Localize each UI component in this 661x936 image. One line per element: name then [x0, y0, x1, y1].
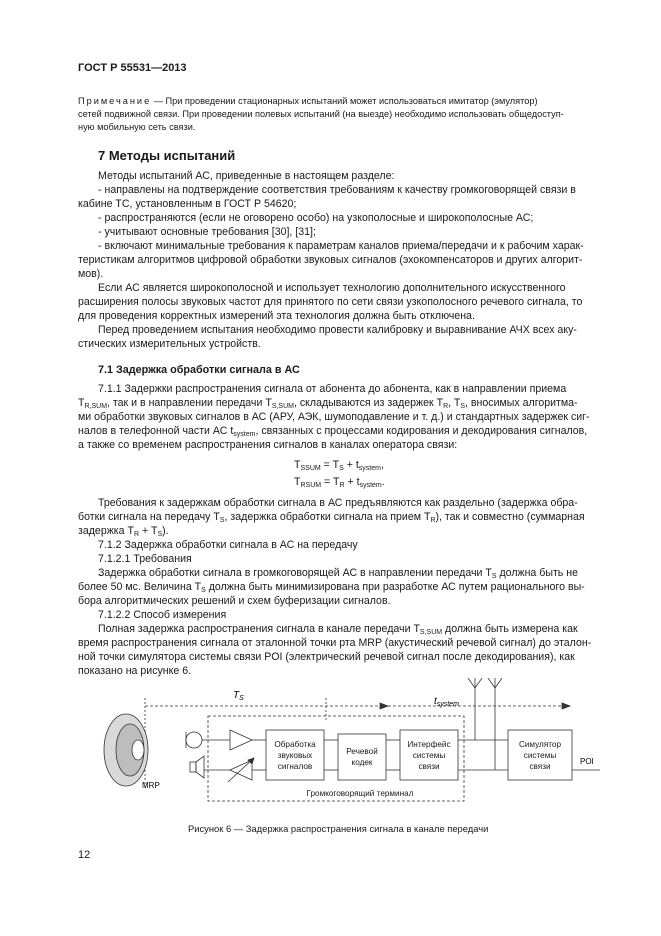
block-processing-line: звуковых	[277, 751, 313, 760]
page-number: 12	[78, 849, 91, 861]
block-processing-line: Обработка	[274, 740, 316, 749]
paragraph: - учитывают основные требования [30], [31];	[98, 226, 316, 238]
paragraph: - распространяются (если не оговорено особо) на узкополосные и широкополосные АС;	[98, 212, 534, 224]
note	[78, 95, 614, 134]
formula-rsum: $T_{RSUM} = T_R + t_{system}$.	[294, 476, 385, 489]
block-interface-line: Интерфейс	[407, 740, 451, 749]
paragraph: расширения полосы звуковых частот для принятого по сети связи узкополосного речевого сигнала, то	[78, 296, 583, 308]
paragraph: показано на рисунке 6.	[78, 665, 192, 677]
paragraph: теристикам алгоритмов цифровой обработки звуковых сигналов (эхокомпенсаторов и других алгорит-	[78, 254, 583, 266]
section-7-1-title: 7.1 Задержка обработки сигнала в АС	[98, 364, 300, 376]
paragraph: 7.1.2.1 Требования	[98, 553, 192, 565]
block-simulator-line: системы	[523, 751, 557, 760]
paragraph: кабине ТС, установленным в ГОСТ Р 54620;	[78, 198, 297, 210]
paragraph: $T_{R,SUM}$, так и в направлении передачи $T_{S,SUM}$, складываются из задержек $T_R$, $T_S$, вносимых алгоритма-	[78, 397, 578, 410]
block-codec-line: кодек	[351, 758, 373, 767]
paragraph: 7.1.2.2 Способ измерения	[98, 609, 227, 621]
terminal-label: Громкоговорящий терминал	[306, 789, 414, 798]
paragraph: мов).	[78, 268, 104, 280]
paragraph: ботки сигнала на передачу $T_S$, задержка обработки сигнала на прием $T_R$), так и совместно (суммарная	[78, 511, 585, 524]
delay-diagram	[90, 678, 610, 808]
paragraph: 7.1.1 Задержки распространения сигнала от абонента до абонента, как в направлении приема	[98, 383, 567, 395]
paragraph: - включают минимальные требования к параметрам каналов приема/передачи и к рабочим харак-	[98, 240, 584, 252]
note-line: ную мобильную сеть связи.	[78, 122, 196, 132]
tsystem-label: $t_{system}$	[434, 696, 459, 708]
paragraph: бора алгоритмических решений и схем буферизации сигналов.	[78, 595, 391, 607]
paragraph: а также со временем распространения сигналов в каналах оператора связи:	[78, 439, 458, 451]
ts-label: $T_S$	[233, 690, 244, 702]
paragraph: - направлены на подтверждение соответствия требованиям к качеству громкоговорящей связи в	[98, 184, 576, 196]
paragraph: время распространения сигнала от эталонной точки рта MRP (акустический речевой сигнал) до эталон-	[78, 637, 592, 649]
paragraph: Если АС является широкополосной и использует технологию дополнительного искусственного	[98, 282, 566, 294]
paragraph: Требования к задержкам обработки сигнала в АС предъявляются как раздельно (задержка обра-	[98, 497, 578, 509]
note-line: — При проведении стационарных испытаний может использоваться имитатор (эмулятор)	[151, 96, 538, 106]
paragraph: налов в телефонной части АС $t_{system}$, связанных с процессами кодирования и декодирования сигналов,	[78, 425, 588, 438]
paragraph: задержка $T_R + T_S$).	[78, 525, 169, 538]
paragraph: ми обработки звуковых сигналов в АС (АРУ, АЭК, шумоподавление и т. д.) и стандартных задержек сиг-	[78, 411, 590, 423]
mrp-label: MRP	[142, 781, 160, 790]
block-processing-line: сигналов	[277, 762, 313, 771]
section-7-title: 7 Методы испытаний	[98, 148, 236, 163]
paragraph: Перед проведением испытания необходимо провести калибровку и выравнивание АЧХ всех аку-	[98, 324, 577, 336]
formula-ssum: $T_{SSUM} = T_S + t_{system}$,	[294, 459, 384, 472]
block-simulator-line: Симулятор	[518, 740, 562, 749]
paragraph: более 50 мс. Величина $T_S$ должна быть минимизирована при разработке АС путем рационального вы-	[78, 581, 585, 594]
paragraph: стических измерительных устройств.	[78, 338, 261, 350]
note-line: сетей подвижной связи. При проведении полевых испытаний (на выезде) необходимо использовать общедоступ-	[78, 109, 564, 119]
paragraph: ной точки симулятора системы связи POI (электрический речевой сигнал после декодирования), как	[78, 651, 575, 663]
paragraph: Методы испытаний АС, приведенные в настоящем разделе:	[98, 170, 395, 182]
block-interface-line: системы	[412, 751, 446, 760]
block-codec-line: Речевой	[346, 747, 378, 756]
paragraph: 7.1.2 Задержка обработки сигнала в АС на передачу	[98, 539, 358, 551]
note-label: Примечание	[78, 96, 152, 106]
paragraph: для проведения корректных измерений эта технология должна быть отключена.	[78, 310, 475, 322]
poi-label: POI	[580, 757, 594, 766]
paragraph: Полная задержка распространения сигнала в канале передачи $T_{S,SUM}$ должна быть измерена как	[98, 623, 578, 636]
figure-caption: Рисунок 6 — Задержка распространения сигнала в канале передачи	[188, 823, 489, 834]
paragraph: Задержка обработки сигнала в громкоговорящей АС в направлении передачи $T_S$ должна быть не	[98, 567, 579, 580]
block-simulator-line: связи	[529, 762, 551, 771]
block-interface-line: связи	[418, 762, 440, 771]
document-code: ГОСТ Р 55531—2013	[78, 62, 187, 74]
